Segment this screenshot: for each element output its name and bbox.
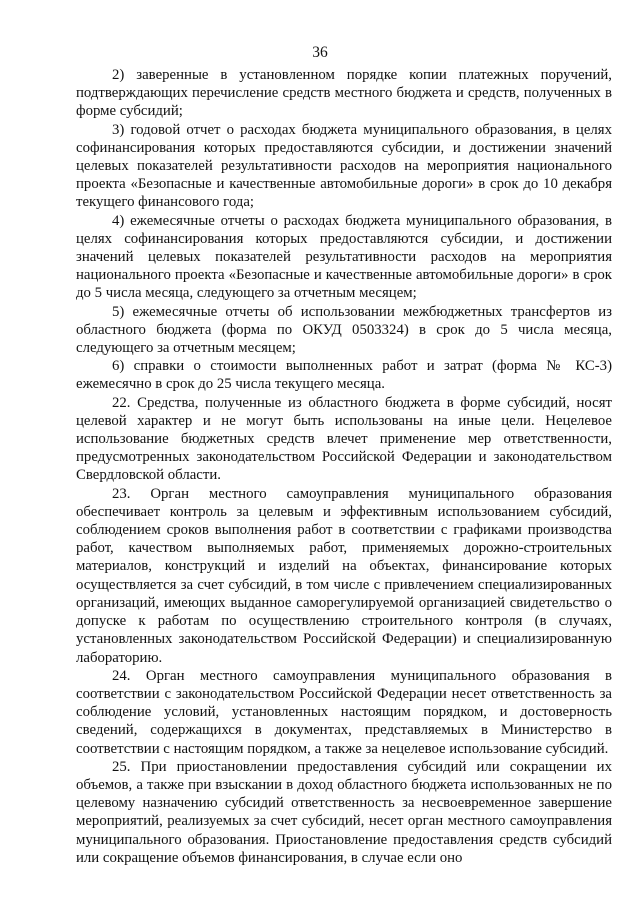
- document-body: [76, 66, 612, 867]
- paragraph-clause-23: 23. Орган местного самоуправления муниципального образования обеспечивает контроль за целевым и эффективным использованием субсидий, соблюдением сроков выполнения работ в соответствии с графиками производства работ, качеством выполняемых работ, применяемых дорожно-строительных материалов, конструкций и изделий на объектах, финансирование которых осуществляется за счет субсидий, в том числе с привлечением специализированных организаций, имеющих выданное саморегулируемой организацией свидетельство о допуске к работам по осуществлению строительного контроля (в случаях, установленных законодательством Российской Федерации) и специализированную лабораторию.: [76, 485, 612, 666]
- paragraph-item-6: 6) справки о стоимости выполненных работ и затрат (форма № КС-3) ежемесячно в срок до 25 числа текущего месяца.: [76, 358, 612, 393]
- paragraph-clause-24: 24. Орган местного самоуправления муниципального образования в соответствии с законодательством Российской Федерации несет ответственность за соблюдение условий, установленных настоящим порядком, и достоверность сведений, содержащихся в документах, представляемых в Министерство в соответствии с настоящим порядком, а также за нецелевое использование субсидий.: [76, 667, 612, 757]
- paragraph-item-4: 4) ежемесячные отчеты о расходах бюджета муниципального образования, в целях софинансирования которых предоставляются субсидии, и достижении значений целевых показателей результативности расходов на мероприятия национального проекта «Безопасные и качественные автомобильные дороги» в срок до 5 числа месяца, следующего за отчетным месяцем;: [76, 212, 612, 302]
- paragraph-clause-22: 22. Средства, полученные из областного бюджета в форме субсидий, носят целевой характер и не могут быть использованы на иные цели. Нецелевое использование бюджетных средств влечет применение мер ответственности, предусмотренных законодательством Российской Федерации и законодательством Свердловской области.: [76, 394, 612, 484]
- paragraph-item-2: 2) заверенные в установленном порядке копии платежных поручений, подтверждающих перечисление средств местного бюджета и средств, полученных в форме субсидий;: [76, 67, 612, 120]
- paragraph-clause-25: 25. При приостановлении предоставления субсидий или сокращении их объемов, а также при взыскании в доход областного бюджета использованных не по целевому назначению субсидий ответственность за несвоевременное завершение мероприятий, реализуемых за счет субсидий, несет орган местного самоуправления муниципального образования. Приостановление предоставления средств субсидий или сокращение объемов финансирования, в случае если оно: [76, 758, 612, 866]
- paragraph-item-3: 3) годовой отчет о расходах бюджета муниципального образования, в целях софинансирования которых предоставляются субсидии, и достижении значений целевых показателей результативности расходов на мероприятия национального проекта «Безопасные и качественные автомобильные дороги» в срок до 10 декабря текущего финансового года;: [76, 121, 612, 211]
- paragraph-item-5: 5) ежемесячные отчеты об использовании межбюджетных трансфертов из областного бюджета (форма по ОКУД 0503324) в срок до 5 числа месяца, следующего за отчетным месяцем;: [76, 303, 612, 357]
- page-number: 36: [312, 44, 328, 61]
